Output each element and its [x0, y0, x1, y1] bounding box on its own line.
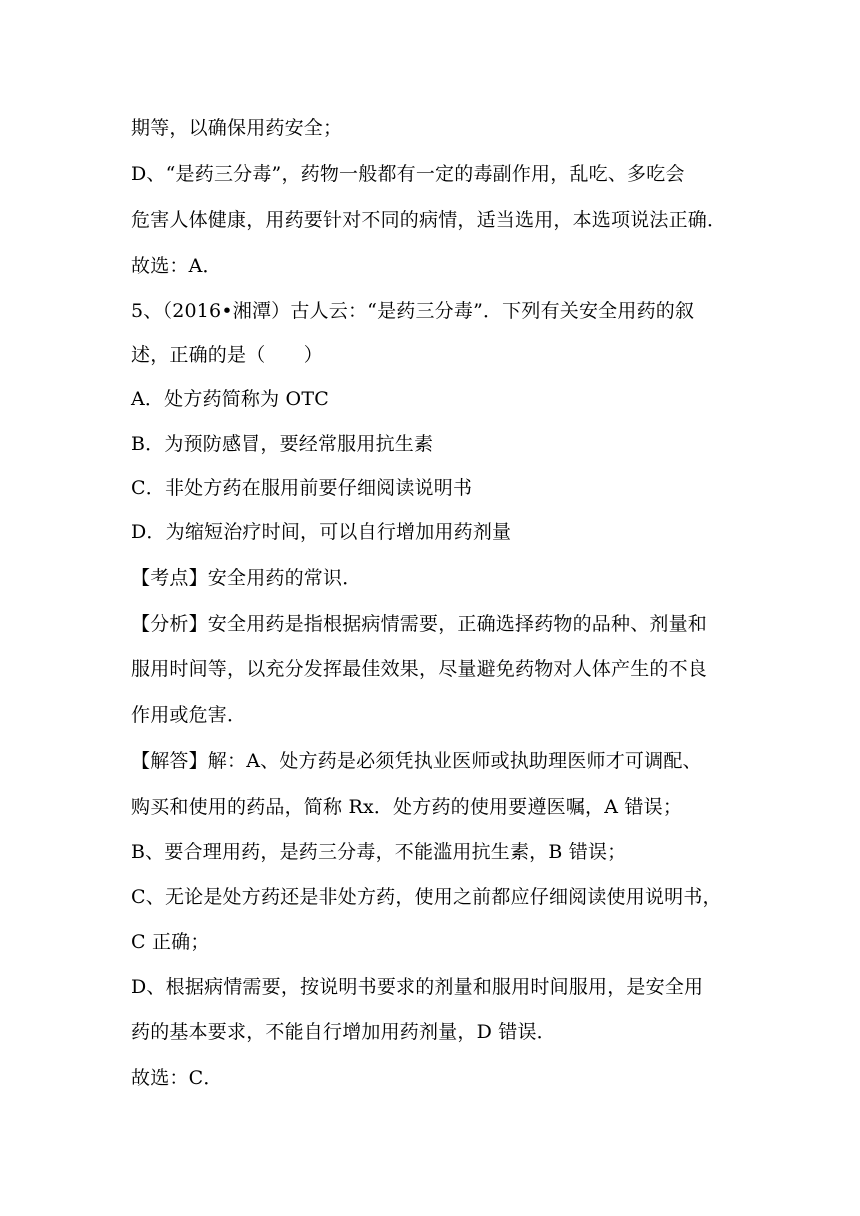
answer-line: B、要合理用药，是药三分毒，不能滥用抗生素，B 错误；: [131, 841, 627, 863]
final-answer: 故选：C．: [131, 1067, 223, 1089]
answer-line: 购买和使用的药品，简称 Rx．处方药的使用要遵医嘱，A 错误；: [131, 796, 683, 818]
option-d: D．为缩短治疗时间，可以自行增加用药剂量: [131, 521, 512, 543]
question-line: 述，正确的是（ ）: [131, 344, 324, 366]
answer-line: C 正确；: [131, 931, 210, 953]
text-line: 故选：A．: [131, 255, 222, 277]
text-line: D、“是药三分毒”，药物一般都有一定的毒副作用，乱吃、多吃会: [131, 163, 685, 185]
answer-line: 【解答】解：A、处方药是必须凭执业医师或执助理医师才可调配、: [131, 750, 702, 772]
text-line: 危害人体健康，用药要针对不同的病情，适当选用，本选项说法正确．: [131, 209, 727, 231]
option-c: C．非处方药在服用前要仔细阅读说明书: [131, 477, 473, 499]
option-a: A．处方药简称为 OTC: [131, 388, 329, 410]
key-point: 【考点】安全用药的常识．: [131, 567, 362, 589]
question-line: 5、（2016•湘潭）古人云：“是药三分毒”．下列有关安全用药的叙: [131, 300, 695, 322]
answer-line: C、无论是处方药还是非处方药，使用之前都应仔细阅读使用说明书，: [131, 886, 722, 908]
answer-line: 药的基本要求，不能自行增加用药剂量，D 错误．: [131, 1021, 556, 1043]
option-b: B．为预防感冒，要经常服用抗生素: [131, 433, 434, 455]
analysis-line: 服用时间等，以充分发挥最佳效果，尽量避免药物对人体产生的不良: [131, 658, 708, 680]
analysis-line: 【分析】安全用药是指根据病情需要，正确选择药物的品种、剂量和: [131, 613, 708, 635]
text-line: 期等，以确保用药安全；: [131, 117, 343, 139]
answer-line: D、根据病情需要，按说明书要求的剂量和服用时间服用，是安全用: [131, 976, 704, 998]
analysis-line: 作用或危害．: [131, 704, 247, 726]
